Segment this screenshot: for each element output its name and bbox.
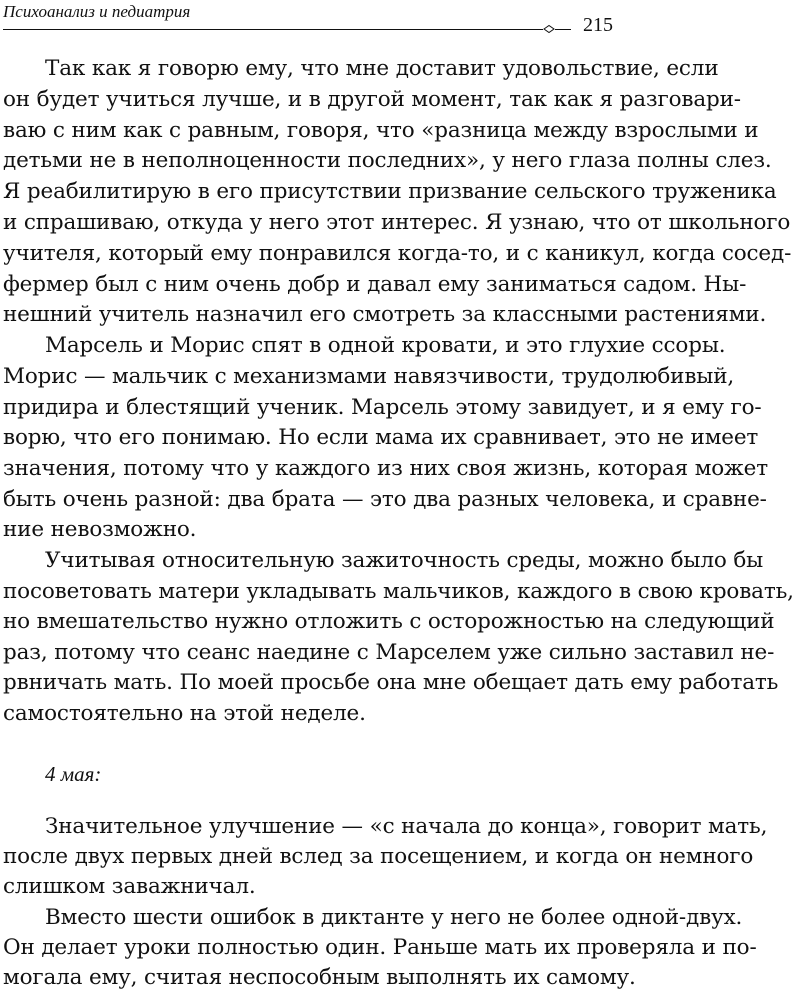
- running-head: [3, 0, 615, 44]
- paragraph-line: учителя, который ему понравился когда-то, и с каникул, когда сосед-: [3, 241, 792, 266]
- paragraph-line: придира и блестящий ученик. Марсель этому завидует, и я ему го-: [3, 395, 762, 420]
- paragraph-line: слишком заважничал.: [3, 874, 256, 899]
- paragraph-line: Так как я говорю ему, что мне доставит удовольствие, если: [45, 56, 719, 81]
- paragraph-line: нешний учитель назначил его смотреть за классными растениями.: [3, 302, 767, 327]
- paragraph-line: могала ему, считая неспособным выполнять их самому.: [3, 965, 636, 990]
- paragraph-line: Он делает уроки полностью один. Раньше мать их проверяла и по-: [3, 935, 757, 960]
- date-heading: 4 мая:: [45, 762, 102, 786]
- running-title: Психоанализ и педиатрия: [3, 2, 191, 21]
- page-number: 215: [583, 14, 613, 36]
- paragraph-line: Морис — мальчик с механизмами навязчивости, трудолюбивый,: [3, 364, 735, 389]
- paragraph-line: быть очень разной: два брата — это два разных человека, и сравне-: [3, 487, 767, 512]
- diamond-ornament-icon: [543, 24, 555, 34]
- paragraph-line: Марсель и Морис спят в одной кровати, и это глухие ссоры.: [45, 333, 726, 358]
- paragraph-line: детьми не в неполноценности последних», у него глаза полны слез.: [3, 148, 772, 173]
- paragraph-line: ваю с ним как с равным, говоря, что «разница между взрослыми и: [3, 118, 759, 143]
- paragraph-line: он будет учиться лучше, и в другой момент, так как я разговари-: [3, 87, 741, 112]
- paragraph-line: ние невозможно.: [3, 517, 197, 542]
- paragraph-line: самостоятельно на этой неделе.: [3, 701, 366, 726]
- paragraph-line: раз, потому что сеанс наедине с Марселем уже сильно заставил не-: [3, 640, 775, 665]
- paragraph-line: Вместо шести ошибок в диктанте у него не более одной-двух.: [45, 905, 743, 930]
- paragraph-line: рвничать мать. По моей просьбе она мне обещает дать ему работать: [3, 670, 779, 695]
- paragraph-line: после двух первых дней вслед за посещением, и когда он немного: [3, 844, 754, 869]
- paragraph-line: фермер был с ним очень добр и давал ему заниматься садом. Ны-: [3, 272, 747, 297]
- paragraph-line: значения, потому что у каждого из них своя жизнь, которая может: [3, 456, 769, 481]
- header-rule: [3, 29, 543, 30]
- paragraph-line: и спрашиваю, откуда у него этот интерес. Я узнаю, что от школьного: [3, 210, 791, 235]
- header-rule-tail: [555, 29, 571, 30]
- paragraph-line: Учитывая относительную зажиточность среды, можно было бы: [45, 548, 764, 573]
- paragraph-line: но вмешательство нужно отложить с осторожностью на следующий: [3, 609, 775, 634]
- paragraph-line: Значительное улучшение — «с начала до конца», говорит мать,: [45, 814, 768, 839]
- paragraph-line: посоветовать матери укладывать мальчиков, каждого в свою кровать,: [3, 579, 794, 604]
- paragraph-line: ворю, что его понимаю. Но если мама их сравнивает, это не имеет: [3, 425, 759, 450]
- paragraph-line: Я реабилитирую в его присутствии призвание сельского труженика: [3, 179, 777, 204]
